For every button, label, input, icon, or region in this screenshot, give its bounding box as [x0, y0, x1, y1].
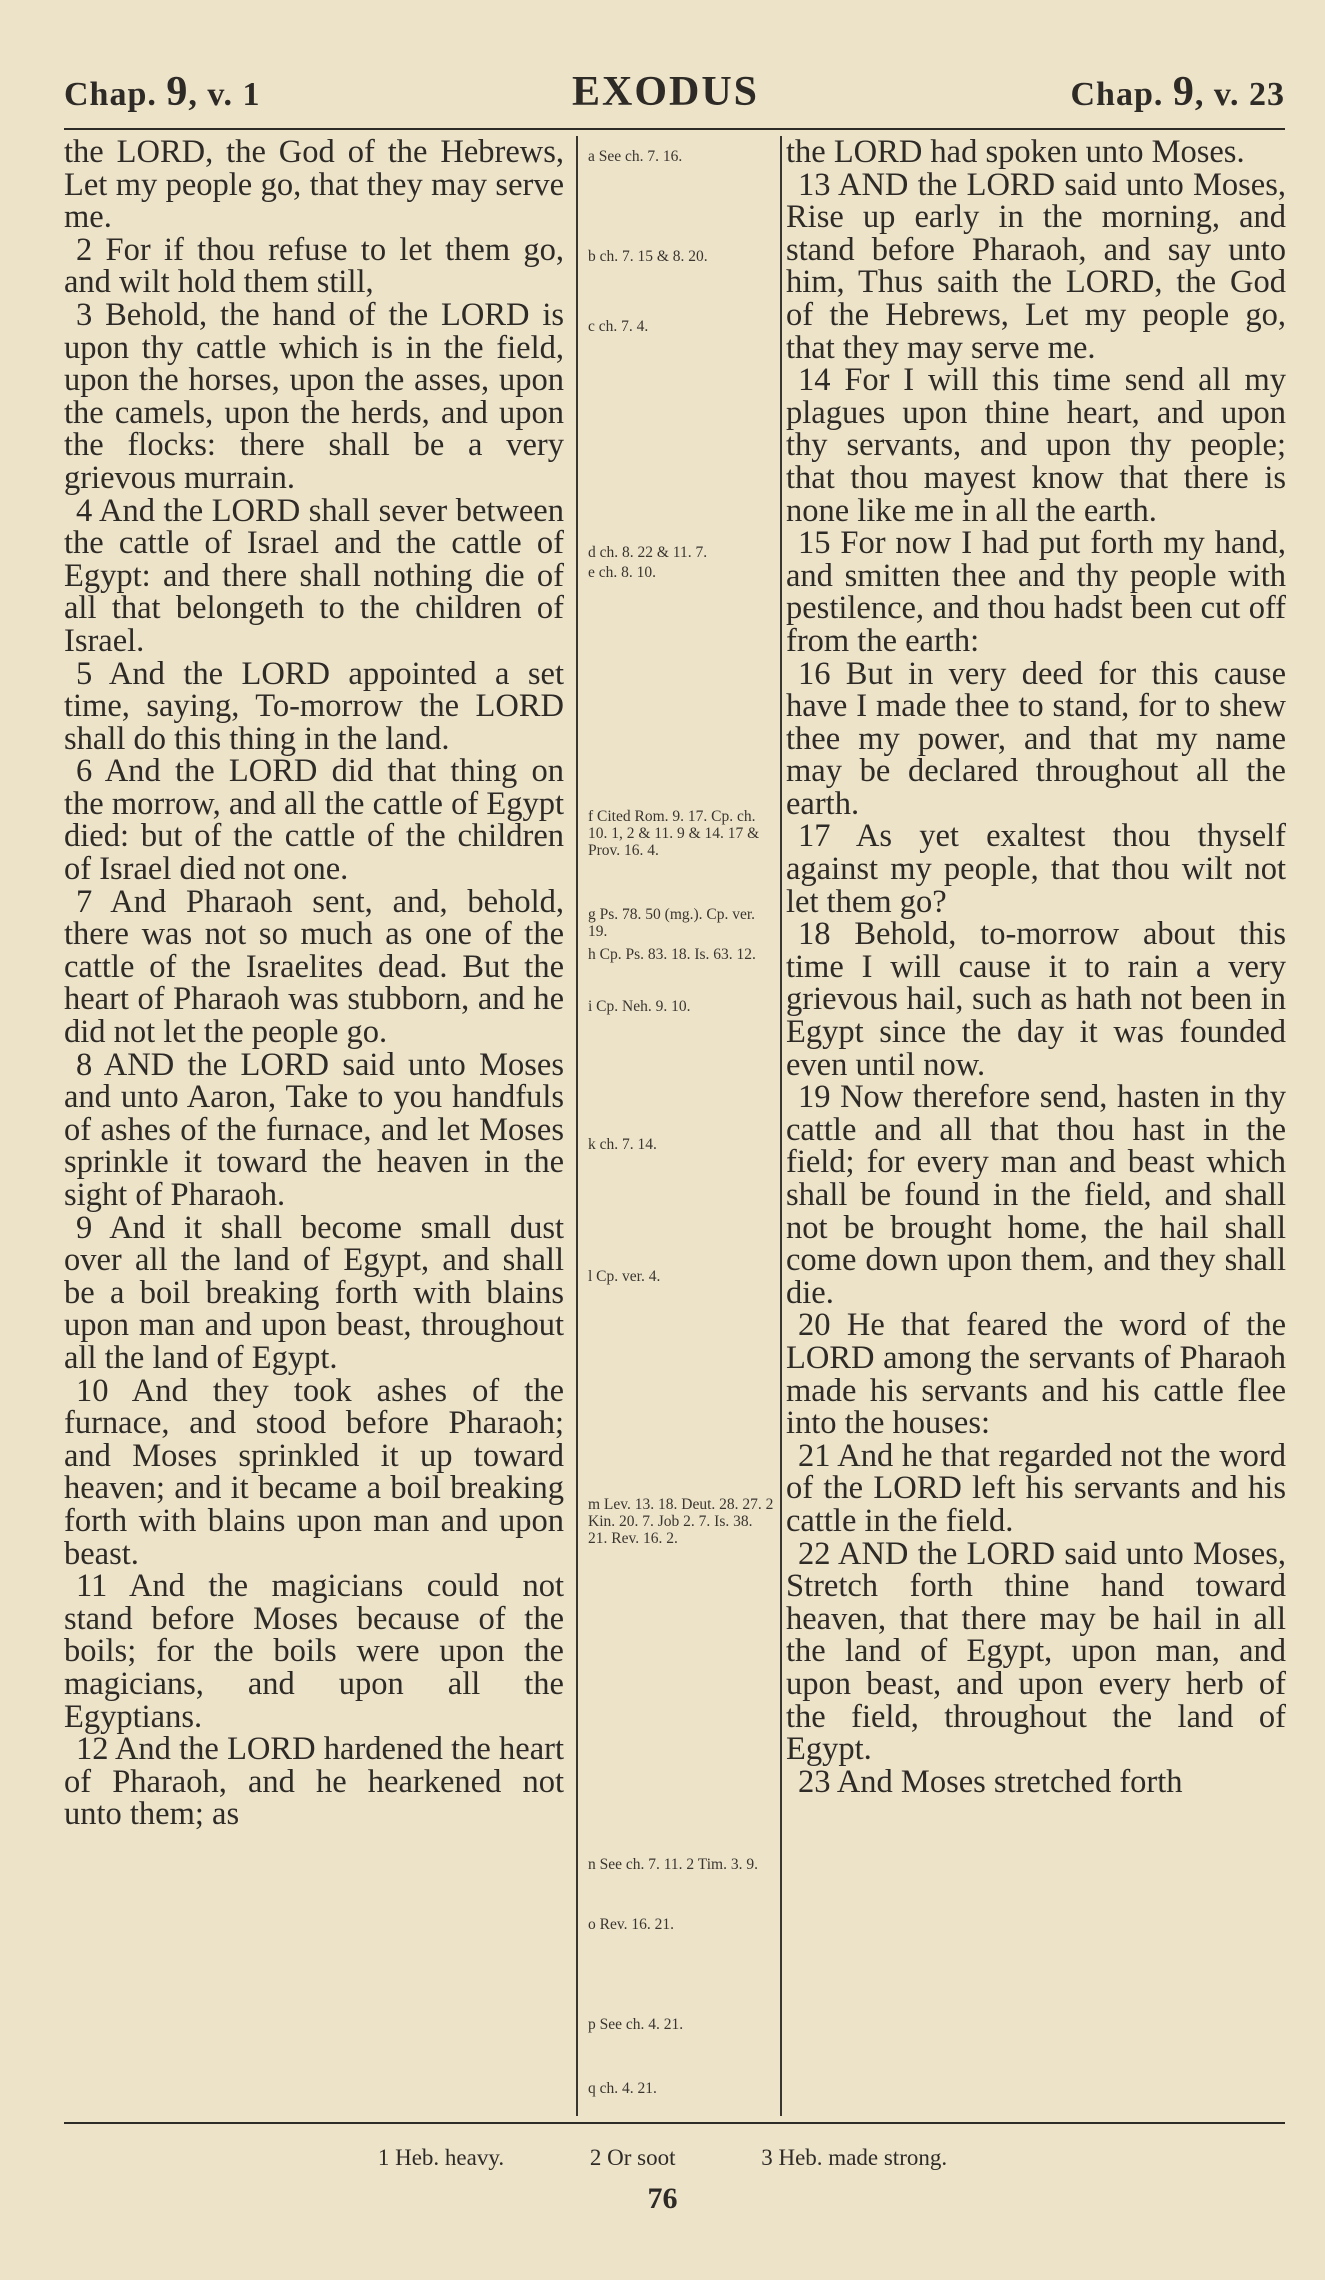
verse-text: 7 And Pharaoh sent, and, behold, there was not so much as one of the cattle of the Israelites dead. But the heart of Pharaoh was stubborn, and he did not let the people go.: [64, 883, 564, 1051]
header-left-label: Chap.: [64, 76, 157, 113]
header-left-verse: v. 1: [207, 76, 261, 113]
column-rule-right: [780, 136, 782, 2116]
margin-ref: b ch. 7. 15 & 8. 20.: [588, 248, 708, 265]
footnote: 2 Or soot: [589, 2145, 676, 2170]
margin-ref: o Rev. 16. 21.: [588, 1916, 674, 1933]
margin-ref: h Cp. Ps. 83. 18. Is. 63. 12.: [588, 946, 756, 963]
verse-text: 6 And the LORD did that thing on the morrow, and all the cattle of Egypt died: but of the cattle of the children of Israel died not one.: [64, 753, 564, 888]
margin-ref: i Cp. Neh. 9. 10.: [588, 998, 691, 1015]
footnote: 3 Heb. made strong.: [761, 2145, 948, 2170]
margin-ref: g Ps. 78. 50 (mg.). Cp. ver. 19.: [588, 906, 756, 940]
right-text-column: [786, 136, 1286, 2136]
margin-ref: k ch. 7. 14.: [588, 1136, 657, 1153]
running-header: [64, 64, 1285, 120]
margin-ref: q ch. 4. 21.: [588, 2080, 657, 2097]
verse-text: 21 And he that regarded not the word of the LORD left his servants and his cattle in the field.: [786, 1437, 1286, 1539]
margin-ref: f Cited Rom. 9. 17. Cp. ch. 10. 1, 2 & 11. 9 & 14. 17 & Prov. 16. 4.: [588, 808, 760, 859]
verse-text: 23 And Moses stretched forth: [798, 1763, 1183, 1800]
verse-text: 3 Behold, the hand of the LORD is upon thy cattle which is in the field, upon the horses, upon the asses, upon the camels, upon the herds, and upon the flocks: there shall be a very grievous murrain.: [64, 296, 564, 496]
verse-text: 19 Now therefore send, hasten in thy cattle and all that thou hast in the field; for every man and beast which shall be found in the field, and shall not be brought home, the hail shall come down upon them, and they shall die.: [786, 1079, 1286, 1311]
verse-text: the LORD, the God of the Hebrews, Let my people go, that they may serve me.: [64, 134, 564, 236]
footnote: 1 Heb. heavy.: [377, 2145, 505, 2170]
verse-text: 14 For I will this time send all my plagues upon thine heart, and upon thy servants, and upon thy people; that thou mayest know that there is none like me in all the earth.: [786, 362, 1286, 529]
verse-text: 13 AND the LORD said unto Moses, Rise up early in the morning, and stand before Pharaoh, and say unto him, Thus saith the LORD, the God of the Hebrews, Let my people go, that they may serve me.: [786, 166, 1286, 366]
header-rule: [64, 128, 1285, 130]
verse-text: 2 For if thou refuse to let them go, and wilt hold them still,: [64, 231, 564, 301]
margin-ref: m Lev. 13. 18. Deut. 28. 27. 2 Kin. 20. 7. Job 2. 7. Is. 38. 21. Rev. 16. 2.: [588, 1496, 774, 1547]
margin-ref: c ch. 7. 4.: [588, 318, 649, 335]
header-left-chapter: 9: [166, 69, 189, 115]
footnotes: [0, 2145, 1325, 2171]
verse-text: 18 Behold, to-morrow about this time I will cause it to rain a very grievous hail, such as hath not been in Egypt since the day it was founded even until now.: [786, 916, 1286, 1083]
margin-ref: l Cp. ver. 4.: [588, 1268, 661, 1285]
verse-text: 20 He that feared the word of the LORD among the servants of Pharaoh made his servants and his cattle flee into the houses:: [786, 1307, 1286, 1442]
header-left-ref: Chap. 9, v. 1: [64, 69, 261, 115]
verse-text: 9 And it shall become small dust over all the land of Egypt, and shall be a boil breaking forth with blains upon man and upon beast, throughout all the land of Egypt.: [64, 1209, 564, 1376]
verse-text: 8 AND the LORD said unto Moses and unto Aaron, Take to you handfuls of ashes of the furnace, and let Moses sprinkle it toward the heaven in the sight of Pharaoh.: [64, 1046, 564, 1213]
verse-text: the LORD had spoken unto Moses.: [786, 134, 1245, 170]
verse-text: 11 And the magicians could not stand before Moses because of the boils; for the boils were upon the magicians, and upon all the Egyptians.: [64, 1568, 564, 1735]
margin-ref: e ch. 8. 10.: [588, 564, 657, 581]
verse-text: 15 For now I had put forth my hand, and smitten thee and thy people with pestilence, and thou hadst been cut off from the earth:: [786, 525, 1286, 659]
verse-text: 4 And the LORD shall sever between the cattle of Israel and the cattle of Egypt: and there shall nothing die of all that belongeth to the children of Israel.: [64, 492, 564, 659]
page-number: 76: [647, 2182, 678, 2215]
footer-rule: [64, 2122, 1285, 2124]
margin-ref: d ch. 8. 22 & 11. 7.: [588, 544, 708, 561]
verse-text: 22 AND the LORD said unto Moses, Stretch forth thine hand toward heaven, that there may be hail in all the land of Egypt, upon man, and upon beast, and upon every herb of the field, throughout the land of Egypt.: [786, 1535, 1286, 1768]
margin-ref: p See ch. 4. 21.: [588, 2016, 684, 2033]
margin-ref: a See ch. 7. 16.: [588, 148, 683, 165]
column-rule-left: [576, 136, 578, 2116]
book-title: EXODUS: [571, 69, 760, 115]
margin-ref: n See ch. 7. 11. 2 Tim. 3. 9.: [588, 1856, 758, 1873]
verse-text: 5 And the LORD appointed a set time, saying, To-morrow the LORD shall do this thing in the land.: [64, 655, 564, 757]
verse-text: 17 As yet exaltest thou thyself against my people, that thou wilt not let them go?: [786, 818, 1286, 920]
margin-references: [584, 136, 774, 2116]
verse-text: 16 But in very deed for this cause have I made thee to stand, for to shew thee my power, and that my name may be declared throughout all the earth.: [786, 655, 1286, 822]
left-text-column: [64, 136, 564, 2136]
header-right-verse: v. 23: [1213, 76, 1285, 113]
verse-text: 12 And the LORD hardened the heart of Pharaoh, and he hearkened not unto them; as: [64, 1731, 564, 1833]
header-right-ref: Chap. 9, v. 23: [1070, 69, 1285, 115]
verse-text: 10 And they took ashes of the furnace, and stood before Pharaoh; and Moses sprinkled it up toward heaven; and it became a boil breaking forth with blains upon man and upon beast.: [64, 1372, 564, 1572]
header-right-label: Chap.: [1070, 76, 1164, 113]
header-right-chapter: 9: [1172, 69, 1195, 115]
